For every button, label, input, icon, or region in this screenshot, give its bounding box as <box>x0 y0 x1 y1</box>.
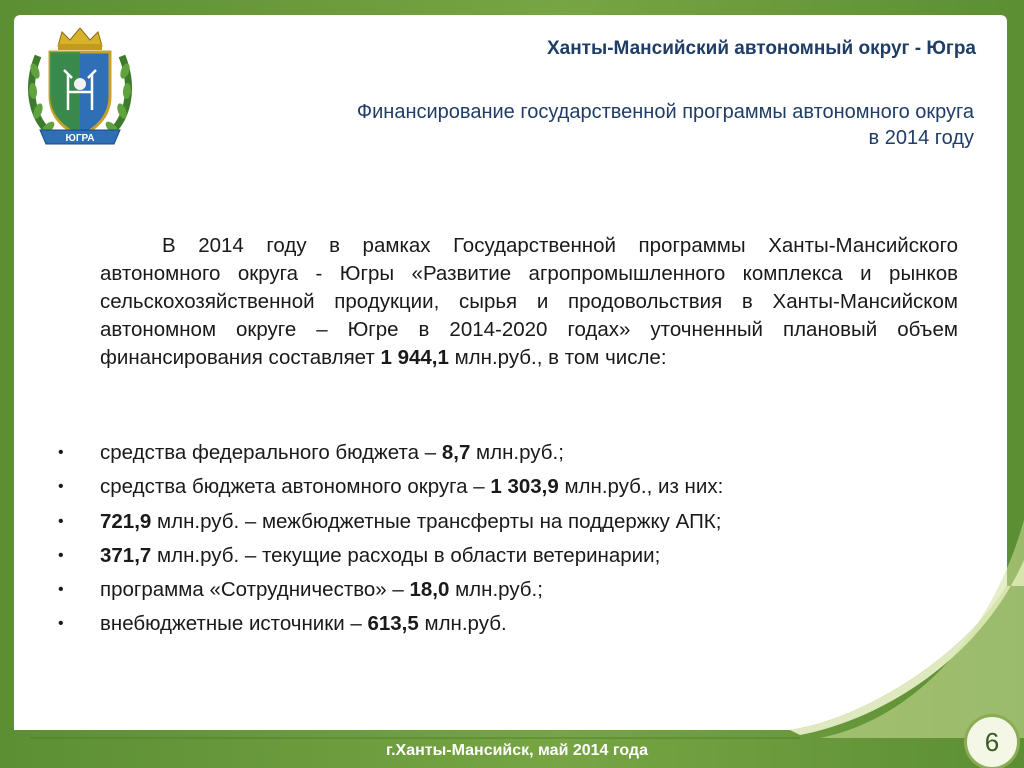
intro-text-after: млн.руб., в том числе: <box>448 346 667 369</box>
list-item-value: 18,0 <box>409 578 450 602</box>
list-item-text: млн.руб., из них: <box>558 475 724 499</box>
intro-paragraph <box>100 232 958 372</box>
bullet-icon: • <box>58 478 64 496</box>
slide-title <box>160 99 974 151</box>
list-item-text: млн.руб.; <box>470 441 564 464</box>
list-item <box>58 509 938 543</box>
list-item-text: средства бюджета автономного округа – <box>100 475 491 499</box>
list-item-value: 371,7 <box>100 543 152 567</box>
list-item <box>58 440 938 474</box>
footer-location-date: г.Ханты-Мансийск, май 2014 года <box>386 742 648 759</box>
bullet-icon: • <box>58 444 64 461</box>
list-item <box>58 543 938 577</box>
slide-title-line-1: Финансирование государственной программы автономного округа <box>356 101 974 123</box>
coat-of-arms-icon <box>26 26 134 152</box>
slide-title-line-2: в 2014 году <box>868 127 974 149</box>
funding-sources-list <box>58 440 938 646</box>
list-item <box>58 577 938 611</box>
list-item-text: внебюджетные источники – <box>100 612 368 636</box>
coat-of-arms-logo <box>26 26 134 152</box>
list-item-text: млн.руб. – межбюджетные трансферты на поддержку АПК; <box>151 509 722 533</box>
list-item-text: млн.руб. <box>418 612 507 636</box>
list-item-text: программа «Сотрудничество» – <box>100 578 410 602</box>
list-item-value: 613,5 <box>367 612 419 636</box>
page-number: 6 <box>964 714 1020 768</box>
list-item-value: 1 303,9 <box>490 475 559 499</box>
region-name: Ханты-Мансийский автономный округ - Югра <box>546 38 976 59</box>
bullet-icon: • <box>58 546 64 564</box>
list-item-value: 721,9 <box>100 509 152 533</box>
list-item <box>58 611 938 645</box>
list-item-text: млн.руб.; <box>449 578 543 602</box>
intro-text-before: В 2014 году в рамках Государственной программы Ханты-Мансийского автономного округа - Югры «Развитие агропромышленного комплекса и рынков сельскохозяйственной продукции, сырья и продовольствия в Ханты-Мансийском автономном округе – Югре в 2014-2020 годах» уточненный плановый объем финансирования составляет <box>100 234 958 369</box>
list-item <box>58 474 938 508</box>
logo-ribbon-text: ЮГРА <box>65 133 95 144</box>
list-item-text: средства федерального бюджета – <box>100 441 442 464</box>
list-item-value: 8,7 <box>441 441 471 464</box>
list-item-text: млн.руб. – текущие расходы в области ветеринарии; <box>151 543 661 567</box>
bullet-icon: • <box>58 615 64 633</box>
total-amount: 1 944,1 <box>380 346 449 369</box>
bullet-icon: • <box>58 512 64 530</box>
bullet-icon: • <box>58 581 64 599</box>
